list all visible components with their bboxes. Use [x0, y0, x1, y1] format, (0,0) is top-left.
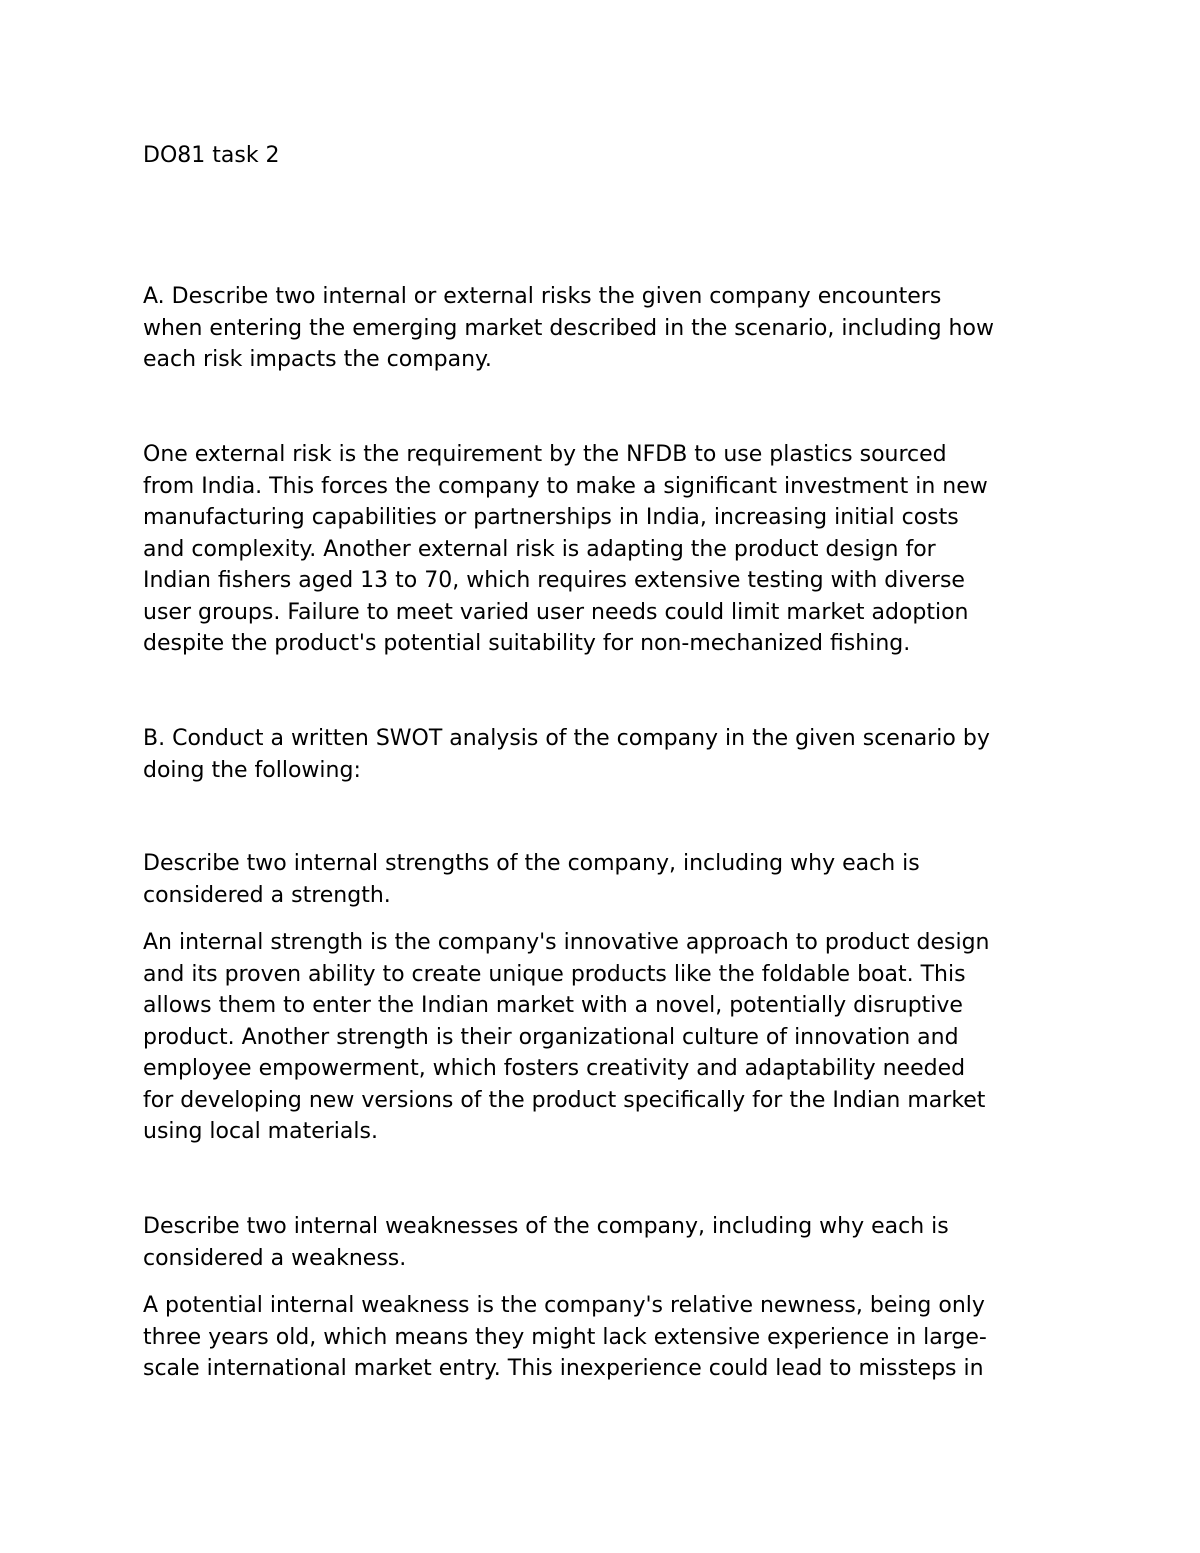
- text-line: B. Conduct a written SWOT analysis of the company in the given scenario by: [143, 726, 990, 751]
- text-line: A potential internal weakness is the company's relative newness, being only: [143, 1293, 985, 1318]
- strengths-answer: [143, 927, 1073, 1148]
- weaknesses-prompt: [143, 1211, 1073, 1274]
- text-line: user groups. Failure to meet varied user needs could limit market adoption: [143, 599, 969, 625]
- title-text: DO81 task 2: [143, 143, 280, 168]
- text-line: product. Another strength is their organizational culture of innovation and: [143, 1024, 959, 1050]
- text-line: and its proven ability to create unique products like the foldable boat. This: [143, 961, 966, 987]
- text-line: considered a strength.: [143, 882, 391, 908]
- text-line: manufacturing capabilities or partnerships in India, increasing initial costs: [143, 505, 959, 530]
- section-a-answer: [143, 439, 1073, 660]
- text-line: allows them to enter the Indian market with a novel, potentially disruptive: [143, 993, 963, 1018]
- text-line: An internal strength is the company's innovative approach to product design: [143, 930, 990, 955]
- text-line: each risk impacts the company.: [143, 347, 492, 372]
- text-line: using local materials.: [143, 1119, 378, 1144]
- text-line: and complexity. Another external risk is adapting the product design for: [143, 536, 936, 562]
- strengths-prompt: [143, 848, 1073, 911]
- text-line: scale international market entry. This inexperience could lead to missteps in: [143, 1356, 984, 1381]
- text-line: considered a weakness.: [143, 1245, 407, 1271]
- weaknesses-answer: [143, 1290, 1073, 1385]
- section-a-prompt: [143, 281, 1073, 376]
- text-line: Describe two internal strengths of the company, including why each is: [143, 851, 920, 876]
- text-line: doing the following:: [143, 757, 361, 783]
- text-line: when entering the emerging market described in the scenario, including how: [143, 315, 994, 341]
- text-line: One external risk is the requirement by the NFDB to use plastics sourced: [143, 442, 947, 467]
- text-line: despite the product's potential suitability for non-mechanized fishing.: [143, 631, 911, 656]
- text-line: Describe two internal weaknesses of the company, including why each is: [143, 1214, 949, 1239]
- text-line: Indian fishers aged 13 to 70, which requires extensive testing with diverse: [143, 568, 965, 593]
- text-line: for developing new versions of the product specifically for the Indian market: [143, 1087, 986, 1113]
- section-b-prompt: [143, 723, 1073, 786]
- document-title: [143, 140, 1073, 172]
- text-line: employee empowerment, which fosters creativity and adaptability needed: [143, 1056, 966, 1081]
- text-line: A. Describe two internal or external risks the given company encounters: [143, 284, 942, 309]
- text-line: three years old, which means they might lack extensive experience in large-: [143, 1324, 987, 1350]
- text-line: from India. This forces the company to make a significant investment in new: [143, 473, 988, 499]
